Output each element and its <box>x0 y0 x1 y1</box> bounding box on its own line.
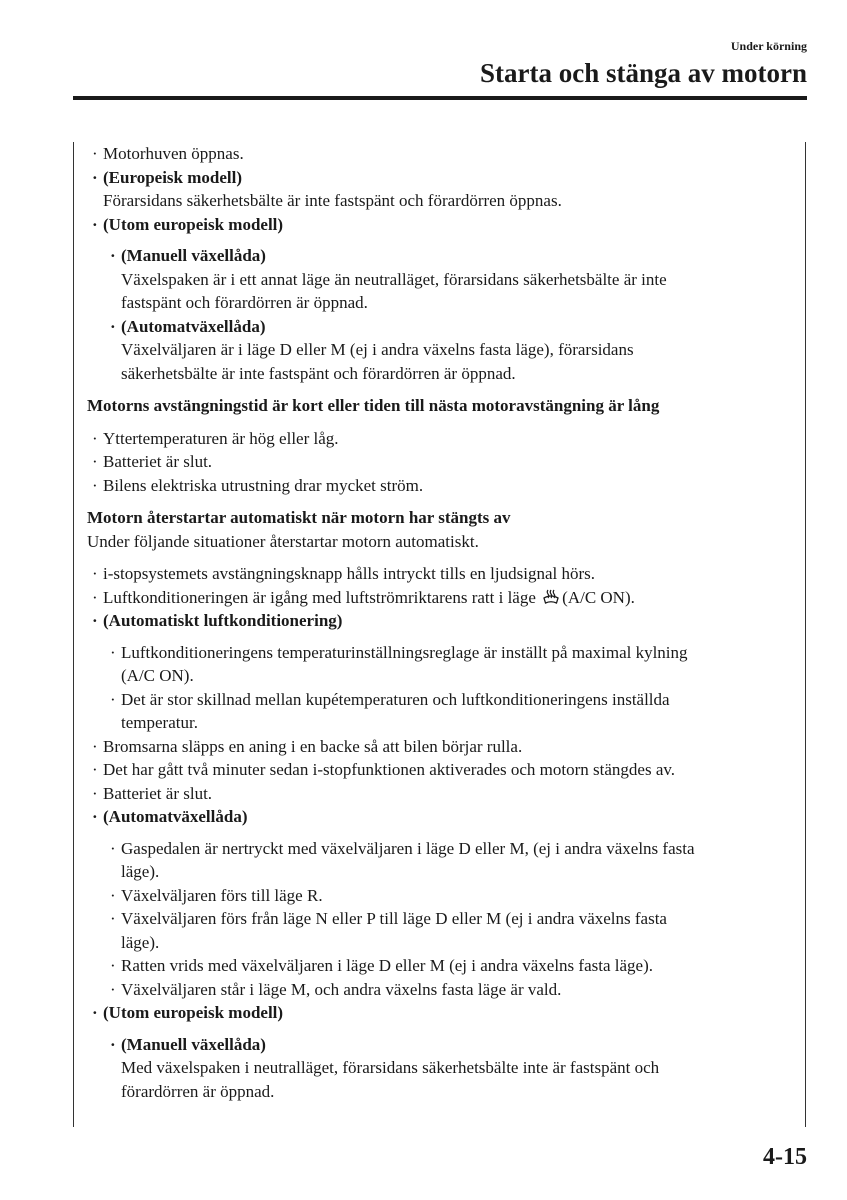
sub-list-item: · Växelväljaren förs till läge R. <box>105 884 797 908</box>
list-item: · (Utom europeisk modell) <box>87 213 797 237</box>
page-number: 4-15 <box>763 1144 807 1170</box>
sub-list-text: (A/C ON). <box>121 666 194 685</box>
sub-list-item: · Ratten vrids med växelväljaren i läge D eller M (ej i andra växelns fasta läge). <box>105 954 797 978</box>
sub-list-text: säkerhetsbälte är inte fastspänt och förardörren är öppnad. <box>121 363 516 383</box>
sub-list-text: temperatur. <box>121 713 198 732</box>
sub-list-text: Växelspaken är i ett annat läge än neutralläget, förarsidans säkerhetsbälte är inte <box>121 269 667 289</box>
sub-list-item: · (Manuell växellåda) <box>105 244 797 268</box>
section-intro: Under följande situationer återstartar motorn automatiskt. <box>87 531 479 551</box>
list-item: · (Utom europeisk modell) <box>87 1001 797 1025</box>
title-rule <box>73 96 807 100</box>
section-heading: Motorns avstängningstid är kort eller tiden till nästa motoravstängning är lång <box>87 396 660 415</box>
section-heading: Motorn återstartar automatiskt när motorn har stängts av <box>87 508 511 527</box>
sub-list-item: · Det är stor skillnad mellan kupétemperaturen och luftkonditioneringens inställda <box>105 688 797 712</box>
sub-list-text: Med växelspaken i neutralläget, förarsidans säkerhetsbälte inte är fastspänt och <box>121 1058 660 1077</box>
right-margin-line <box>805 142 806 1127</box>
sub-list-text: Växelväljaren är i läge D eller M (ej i andra växelns fasta läge), förarsidans <box>121 340 634 359</box>
sub-list-item: · Luftkonditioneringens temperaturinställningsreglage är inställt på maximal kylning <box>105 641 797 665</box>
sub-list-item: · Växelväljaren förs från läge N eller P till läge D eller M (ej i andra växelns fasta <box>105 907 797 931</box>
sub-list-text: fastspänt och förardörren är öppnad. <box>121 293 368 312</box>
list-item: · Det har gått två minuter sedan i-stopfunktionen aktiverades och motorn stängdes av. <box>87 758 797 782</box>
list-item: · Motorhuven öppnas. <box>87 142 797 166</box>
list-item: · Luftkonditioneringen är igång med luftströmriktarens ratt i läge (A/C ON). <box>87 586 797 610</box>
sub-list-item: · (Manuell växellåda) <box>105 1033 797 1057</box>
sub-list-text: förardörren är öppnad. <box>121 1081 275 1101</box>
list-item: · Batteriet är slut. <box>87 782 797 806</box>
list-item-text: Förarsidans säkerhetsbälte är inte fastspänt och förardörren öppnas. <box>103 191 562 210</box>
list-item: · (Automatväxellåda) <box>87 805 797 829</box>
section-label: Under körning <box>730 39 807 53</box>
list-item: · Batteriet är slut. <box>87 450 797 474</box>
sub-list-item: · Gaspedalen är nertryckt med växelväljaren i läge D eller M, (ej i andra växelns fasta <box>105 837 797 861</box>
list-item: · (Europeisk modell) <box>87 166 797 190</box>
sub-list-item: · (Automatväxellåda) <box>105 315 797 339</box>
list-item: · (Automatiskt luftkonditionering) <box>87 609 797 633</box>
windshield-defroster-icon <box>542 589 560 605</box>
left-margin-line <box>73 142 74 1127</box>
sub-list-text: läge). <box>121 932 160 952</box>
page-title: Starta och stänga av motorn <box>480 58 807 88</box>
list-item: · Bilens elektriska utrustning drar mycket ström. <box>87 474 797 498</box>
sub-list-text: läge). <box>121 862 160 881</box>
list-item: · Bromsarna släpps en aning i en backe så att bilen börjar rulla. <box>87 735 797 759</box>
list-item: · i-stopsystemets avstängningsknapp hålls intryckt tills en ljudsignal hörs. <box>87 562 797 586</box>
list-item: · Yttertemperaturen är hög eller låg. <box>87 427 797 451</box>
sub-list-item: · Växelväljaren står i läge M, och andra växelns fasta läge är vald. <box>105 978 797 1002</box>
main-content <box>87 142 797 1103</box>
